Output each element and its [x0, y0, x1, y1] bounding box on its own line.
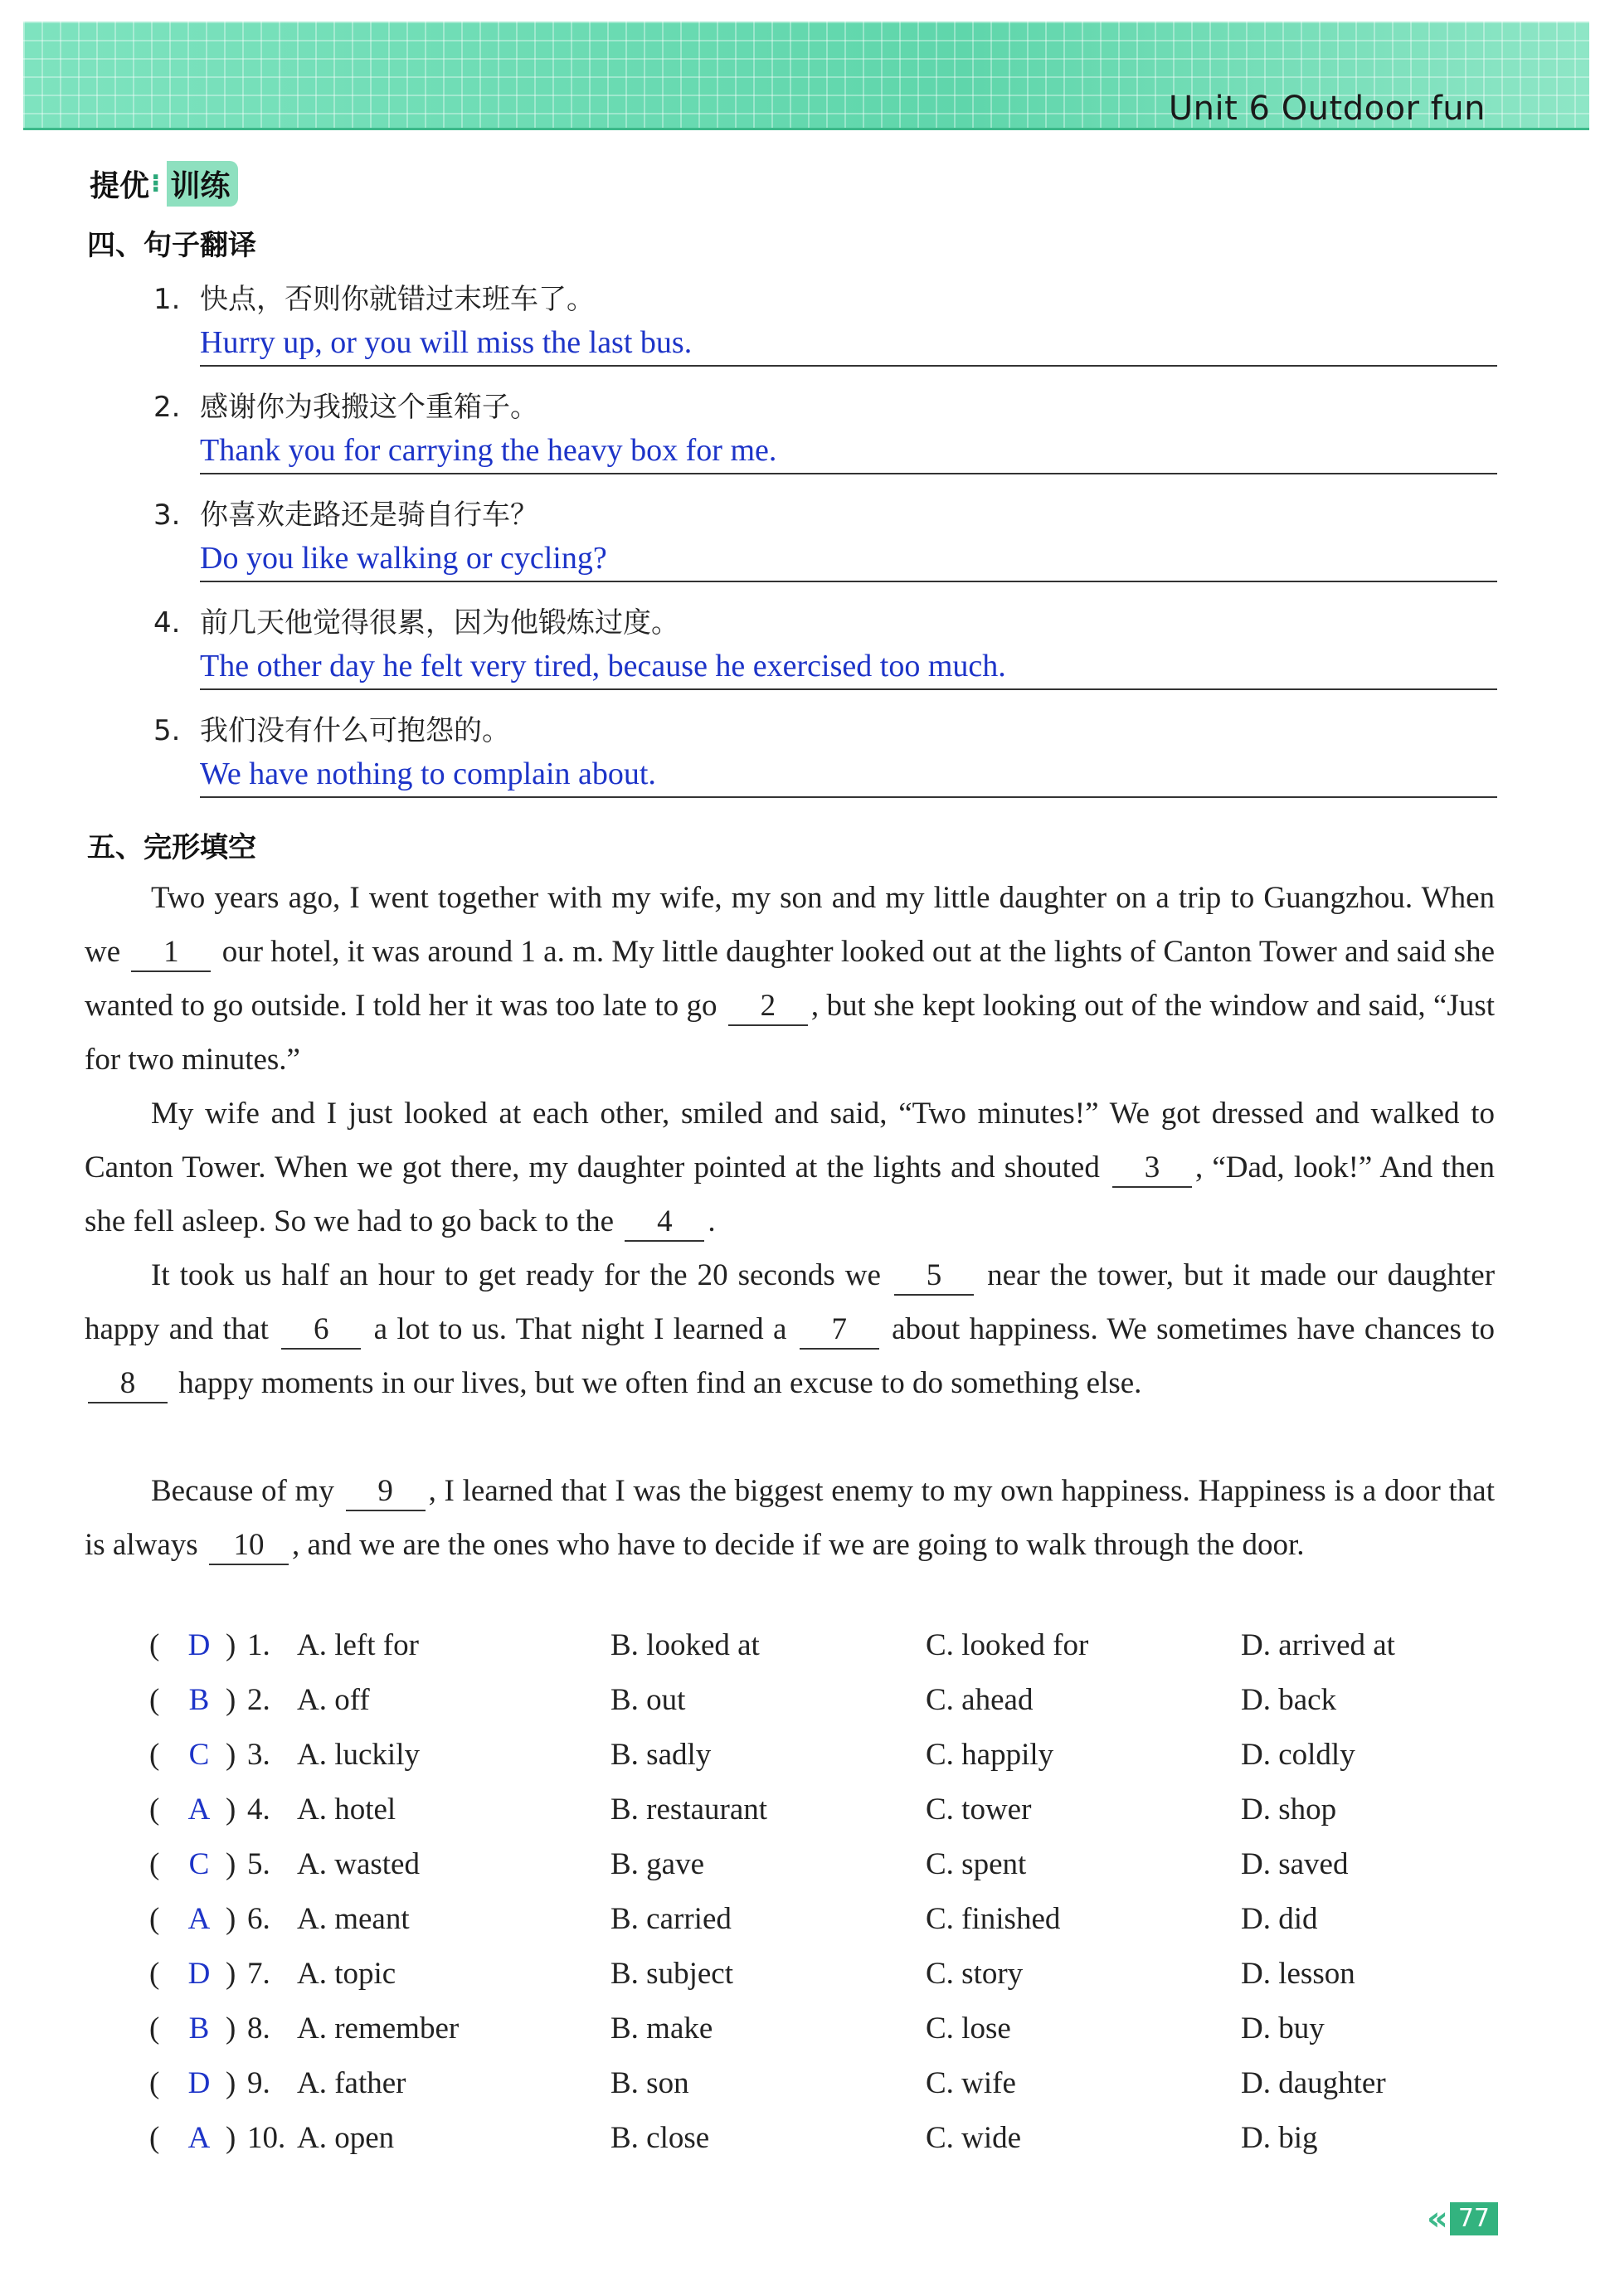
option-b: B. looked at — [610, 1628, 760, 1662]
option-row: ( B ) 2. A. off B. out C. ahead D. back — [149, 1683, 1337, 1717]
option-c: C. wide — [926, 2121, 1022, 2155]
option-row: ( D ) 1. A. left for B. looked at C. looked for D. arrived at — [149, 1628, 1395, 1662]
cloze-paragraph-2: My wife and I just looked at each other, smiled and said, “Two minutes!” We got dressed and walked to Canton Tower. When we got there, my daughter pointed at the lights and shouted 3 , “Dad, look!” And then she fell asleep. So we had to go back to the 4 . — [85, 1087, 1495, 1248]
option-d: D. lesson — [1241, 1957, 1355, 1991]
answer-text: We have nothing to complain about. — [200, 752, 1497, 798]
answer-text: The other day he felt very tired, because he exercised too much. — [200, 644, 1497, 690]
item-number: 5. — [153, 714, 181, 747]
answer-letter: B — [188, 2011, 210, 2045]
option-b: B. restaurant — [610, 1793, 768, 1827]
item-number: 4. — [153, 606, 181, 640]
cloze-paragraph-3: It took us half an hour to get ready for the 20 seconds we 5 near the tower, but it made our daughter happy and that 6 a lot to us. That night I learned a 7 about happiness. We sometimes have chances to 8 happy moments in our lives, but we often find an excuse to do something else. — [85, 1248, 1495, 1410]
option-c: C. ahead — [926, 1683, 1034, 1717]
answer-text: Hurry up, or you will miss the last bus. — [200, 320, 1497, 367]
section-tag-part2: 训练 — [167, 161, 238, 207]
option-row: ( B ) 8. A. remember B. make C. lose D. buy — [149, 2011, 1325, 2045]
option-d: D. shop — [1241, 1793, 1337, 1827]
option-row: ( D ) 9. A. father B. son C. wife D. daughter — [149, 2066, 1386, 2100]
option-d: D. back — [1241, 1683, 1337, 1717]
section-tag — [90, 159, 238, 207]
blank-1: 1 — [131, 934, 211, 972]
blank-2: 2 — [728, 988, 808, 1026]
item-number: 1. — [153, 283, 181, 316]
option-b: B. gave — [610, 1847, 705, 1881]
option-d: D. buy — [1241, 2011, 1325, 2045]
blank-6: 6 — [281, 1311, 361, 1350]
option-a: A. wasted — [297, 1847, 420, 1881]
answer-text: Thank you for carrying the heavy box for me. — [200, 428, 1497, 474]
answer-text: Do you like walking or cycling? — [200, 536, 1497, 582]
answer-letter: C — [188, 1738, 210, 1772]
cloze-paragraph-1: Two years ago, I went together with my wife, my son and my little daughter on a trip to Guangzhou. When we 1 our hotel, it was around 1 a. m. My little daughter looked out at the lights of Canton Tower and said she wanted to go outside. I told her it was too late to go 2 , but she kept looking out of the window and said, “Just for two minutes.” — [85, 881, 1495, 1077]
translation-item — [153, 602, 1497, 690]
option-a: A. meant — [297, 1902, 410, 1936]
answer-letter: B — [188, 1683, 210, 1717]
answer-letter: A — [187, 2121, 211, 2155]
header-rule — [23, 128, 1589, 130]
blank-8: 8 — [88, 1365, 168, 1403]
option-a: A. open — [297, 2121, 395, 2155]
cloze-paragraph-4: Because of my 9 , I learned that I was the biggest enemy to my own happiness. Happiness is a door that is always 10 , and we are the ones who have to decide if we are going to walk through the door. — [85, 1464, 1495, 1572]
translation-heading: 四、句子翻译 — [87, 229, 256, 262]
option-d: D. coldly — [1241, 1738, 1355, 1772]
option-c: C. story — [926, 1957, 1024, 1991]
option-c: C. tower — [926, 1793, 1032, 1827]
option-c: C. looked for — [926, 1628, 1089, 1662]
blank-3: 3 — [1112, 1150, 1192, 1188]
translation-item — [153, 710, 1497, 798]
option-a: A. father — [297, 2066, 406, 2100]
option-d: D. daughter — [1241, 2066, 1386, 2100]
option-c: C. happily — [926, 1738, 1054, 1772]
item-number: 3. — [153, 499, 181, 532]
double-chevron-left-icon: « — [1427, 2200, 1448, 2238]
blank-9: 9 — [346, 1473, 426, 1511]
option-b: B. sadly — [610, 1738, 712, 1772]
translation-item — [153, 279, 1497, 367]
answer-letter: A — [187, 1902, 211, 1936]
option-row: ( C ) 3. A. luckily B. sadly C. happily D. coldly — [149, 1738, 1355, 1772]
answer-letter: D — [187, 1957, 211, 1991]
page-number: « 77 — [1427, 2200, 1498, 2238]
option-b: B. subject — [610, 1957, 733, 1991]
option-a: A. remember — [297, 2011, 460, 2045]
blank-4: 4 — [625, 1204, 704, 1242]
item-number: 2. — [153, 391, 181, 424]
option-b: B. close — [610, 2121, 710, 2155]
option-b: B. carried — [610, 1902, 732, 1936]
option-a: A. luckily — [297, 1738, 420, 1772]
option-a: A. off — [297, 1683, 370, 1717]
question-text: 你喜欢走路还是骑自行车？ — [200, 499, 538, 532]
option-d: D. arrived at — [1241, 1628, 1395, 1662]
question-text: 感谢你为我搬这个重箱子。 — [200, 391, 538, 424]
option-row: ( D ) 7. A. topic B. subject C. story D. lesson — [149, 1957, 1355, 1991]
question-text: 快点，否则你就错过末班车了。 — [200, 283, 595, 316]
blank-7: 7 — [800, 1311, 879, 1350]
option-a: A. topic — [297, 1957, 396, 1991]
wave-icon: ⁝ — [151, 168, 161, 198]
answer-letter: C — [188, 1847, 210, 1881]
option-c: C. finished — [926, 1902, 1061, 1936]
option-a: A. hotel — [297, 1793, 396, 1827]
option-a: A. left for — [297, 1628, 419, 1662]
option-c: C. wife — [926, 2066, 1016, 2100]
option-b: B. son — [610, 2066, 689, 2100]
unit-title: Unit 6 Outdoor fun — [1168, 90, 1486, 128]
option-row: ( A ) 10. A. open B. close C. wide D. big — [149, 2121, 1318, 2155]
blank-10: 10 — [209, 1527, 289, 1565]
blank-5: 5 — [894, 1257, 974, 1296]
translation-item — [153, 494, 1497, 582]
option-b: B. out — [610, 1683, 686, 1717]
option-d: D. big — [1241, 2121, 1318, 2155]
answer-letter: A — [187, 1793, 211, 1827]
option-row: ( A ) 4. A. hotel B. restaurant C. tower D. shop — [149, 1793, 1337, 1827]
answer-letter: D — [187, 1628, 211, 1662]
section-tag-part1: 提优 — [90, 168, 150, 203]
question-text: 我们没有什么可抱怨的。 — [200, 714, 510, 747]
option-b: B. make — [610, 2011, 713, 2045]
option-row: ( C ) 5. A. wasted B. gave C. spent D. saved — [149, 1847, 1349, 1881]
cloze-heading: 五、完形填空 — [87, 831, 256, 864]
option-d: D. did — [1241, 1902, 1318, 1936]
option-c: C. lose — [926, 2011, 1011, 2045]
option-row: ( A ) 6. A. meant B. carried C. finished D. did — [149, 1902, 1318, 1936]
translation-item — [153, 387, 1497, 474]
option-c: C. spent — [926, 1847, 1027, 1881]
option-d: D. saved — [1241, 1847, 1349, 1881]
question-text: 前几天他觉得很累，因为他锻炼过度。 — [200, 606, 679, 640]
answer-letter: D — [187, 2066, 211, 2100]
